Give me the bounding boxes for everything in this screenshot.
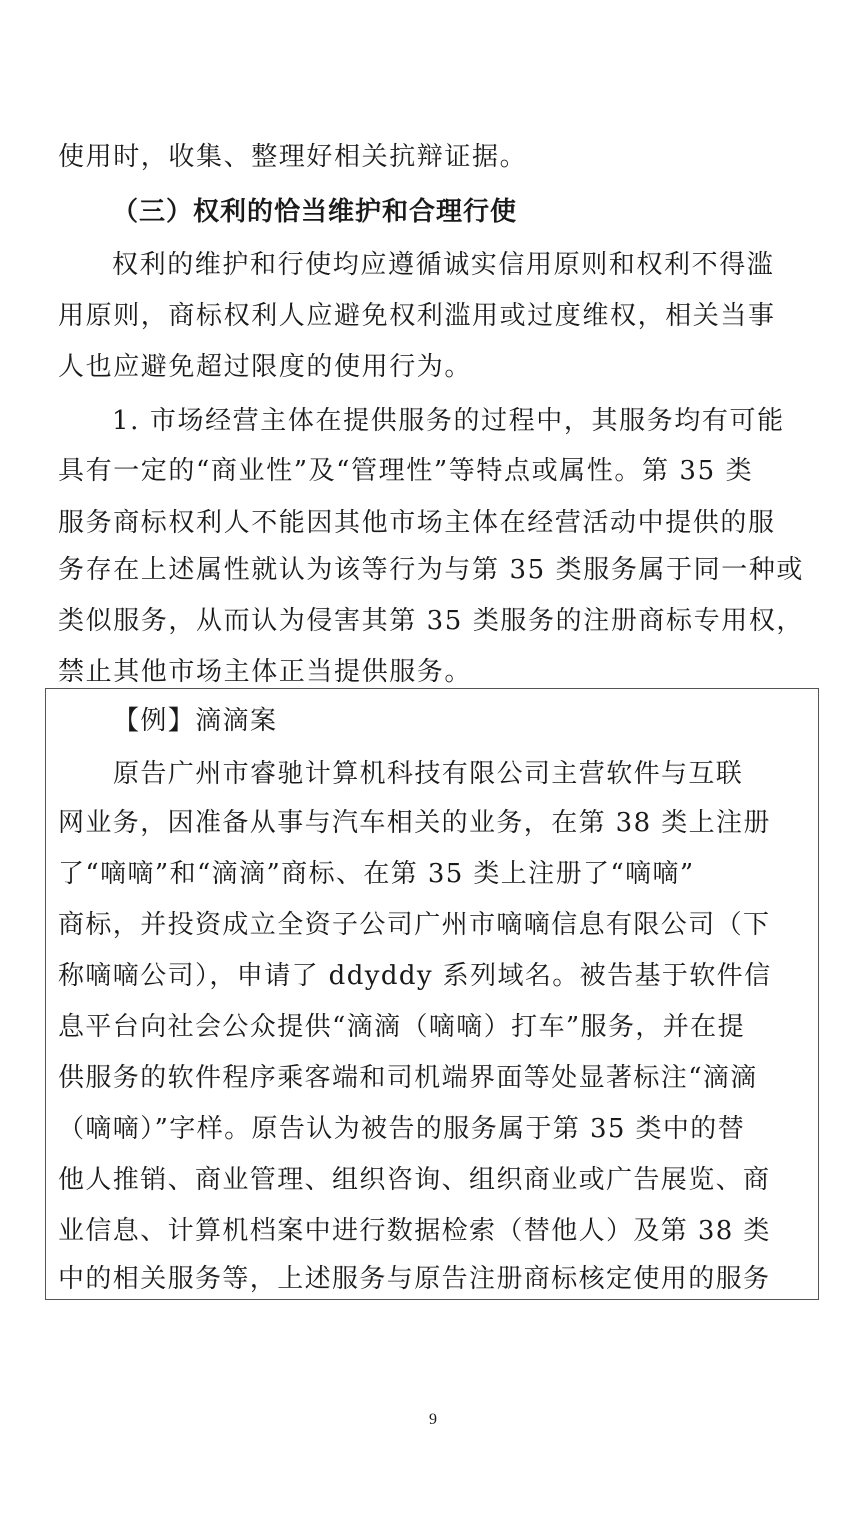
- paragraph-line: 人也应避免超过限度的使用行为。: [58, 352, 473, 382]
- case-line: 称嘀嘀公司），申请了 ddyddy 系列域名。被告基于软件信: [58, 961, 772, 991]
- paragraph-line: 禁止其他市场主体正当提供服务。: [58, 657, 473, 687]
- case-line: 了“嘀嘀”和“滴滴”商标、在第 35 类上注册了“嘀嘀”: [58, 859, 695, 889]
- case-line: 网业务，因准备从事与汽车相关的业务，在第 38 类上注册: [58, 808, 771, 838]
- case-line: 业信息、计算机档案中进行数据检索（替他人）及第 38 类: [58, 1216, 771, 1246]
- case-line: 原告广州市睿驰计算机科技有限公司主营软件与互联: [113, 759, 744, 789]
- case-line: 息平台向社会公众提供“滴滴（嘀嘀）打车”服务，并在提: [58, 1012, 745, 1042]
- paragraph-line: 类似服务，从而认为侵害其第 35 类服务的注册商标专用权，: [58, 606, 805, 636]
- case-line: 商标，并投资成立全资子公司广州市嘀嘀信息有限公司（下: [58, 910, 771, 940]
- case-example-box: [45, 688, 819, 1300]
- paragraph-line: 服务商标权利人不能因其他市场主体在经营活动中提供的服: [58, 508, 776, 538]
- case-line: 他人推销、商业管理、组织咨询、组织商业或广告展览、商: [58, 1165, 771, 1195]
- paragraph-line: 具有一定的“商业性”及“管理性”等特点或属性。第 35 类: [58, 456, 754, 486]
- section-heading: （三）权利的恰当维护和合理行使: [112, 197, 518, 227]
- case-line: 供服务的软件程序乘客端和司机端界面等处显著标注“滴滴: [58, 1063, 758, 1093]
- paragraph-line: 权利的维护和行使均应遵循诚实信用原则和权利不得滥: [112, 250, 775, 280]
- case-title: 【例】滴滴案: [113, 706, 278, 736]
- paragraph-line: 1. 市场经营主体在提供服务的过程中，其服务均有可能: [112, 406, 785, 436]
- case-line: 中的相关服务等，上述服务与原告注册商标核定使用的服务: [58, 1264, 771, 1294]
- paragraph-line: 务存在上述属性就认为该等行为与第 35 类服务属于同一种或: [58, 555, 805, 585]
- page-number: 9: [429, 1411, 437, 1428]
- case-line: （嘀嘀）”字样。原告认为被告的服务属于第 35 类中的替: [58, 1114, 746, 1144]
- paragraph-line: 用原则，商标权利人应避免权利滥用或过度维权，相关当事: [58, 301, 776, 331]
- paragraph-line: 使用时，收集、整理好相关抗辩证据。: [58, 142, 528, 172]
